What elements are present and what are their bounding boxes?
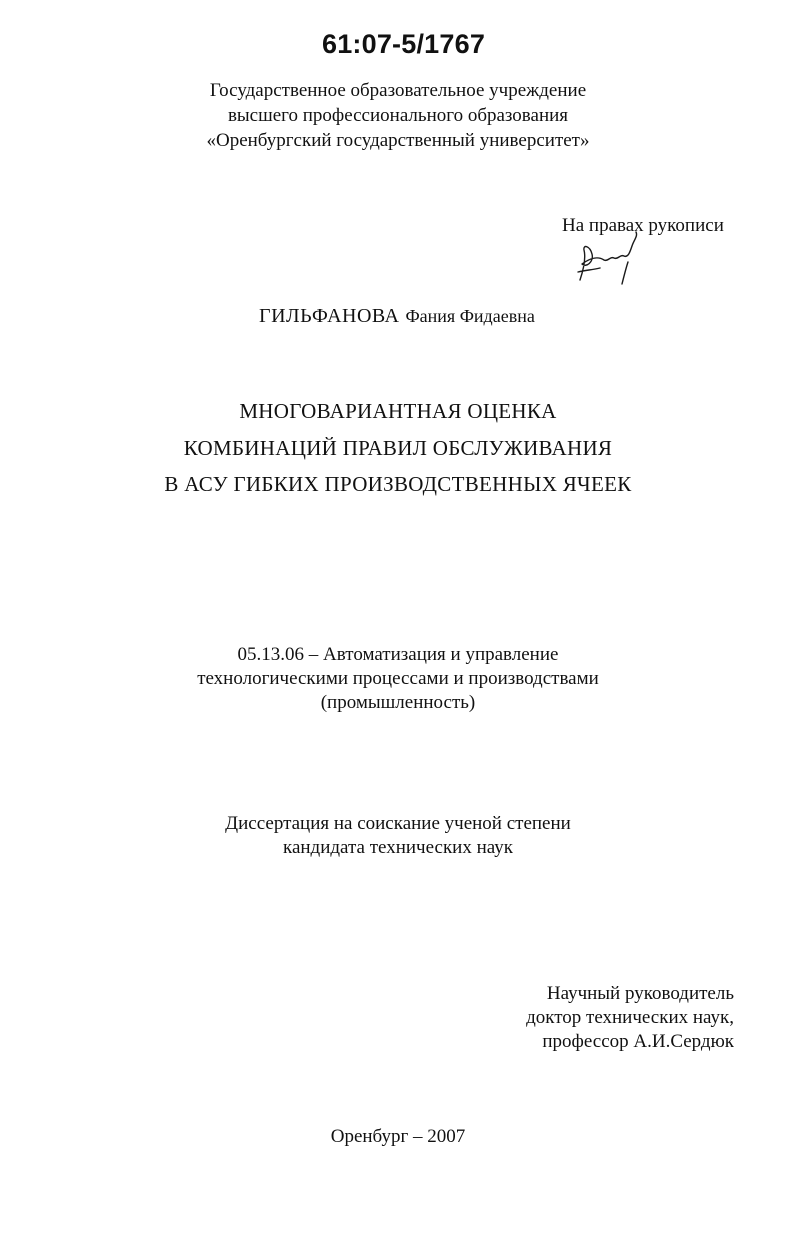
institution-line: «Оренбургский государственный университет» <box>206 130 590 151</box>
supervisor-line: Научный руководитель <box>546 983 734 1004</box>
author-name <box>259 304 535 329</box>
specialty-line: 05.13.06 – Автоматизация и управление <box>237 644 559 665</box>
degree-line: кандидата технических наук <box>283 837 513 858</box>
author-given-names: Фания Фидаевна <box>405 306 535 326</box>
specialty-line: технологическими процессами и производствами <box>197 668 599 689</box>
handwritten-signature <box>572 228 642 286</box>
degree-line: Диссертация на соискание ученой степени <box>225 813 571 834</box>
title-line: МНОГОВАРИАНТНАЯ ОЦЕНКА <box>239 399 557 423</box>
institution-line: Государственное образовательное учреждение <box>209 80 587 101</box>
place-and-year: Оренбург – 2007 <box>330 1126 466 1147</box>
supervisor-line: доктор технических наук, <box>526 1007 734 1028</box>
title-line: КОМБИНАЦИЙ ПРАВИЛ ОБСЛУЖИВАНИЯ <box>183 436 613 460</box>
catalog-code: 61:07-5/1767 <box>322 29 486 59</box>
supervisor-line: профессор А.И.Сердюк <box>542 1031 734 1052</box>
institution-line: высшего профессионального образования <box>227 105 569 126</box>
manuscript-rights-note: На правах рукописи <box>562 215 724 236</box>
author-surname: ГИЛЬФАНОВА <box>259 305 400 327</box>
title-line: В АСУ ГИБКИХ ПРОИЗВОДСТВЕННЫХ ЯЧЕЕК <box>164 472 632 496</box>
specialty-line: (промышленность) <box>320 692 476 713</box>
